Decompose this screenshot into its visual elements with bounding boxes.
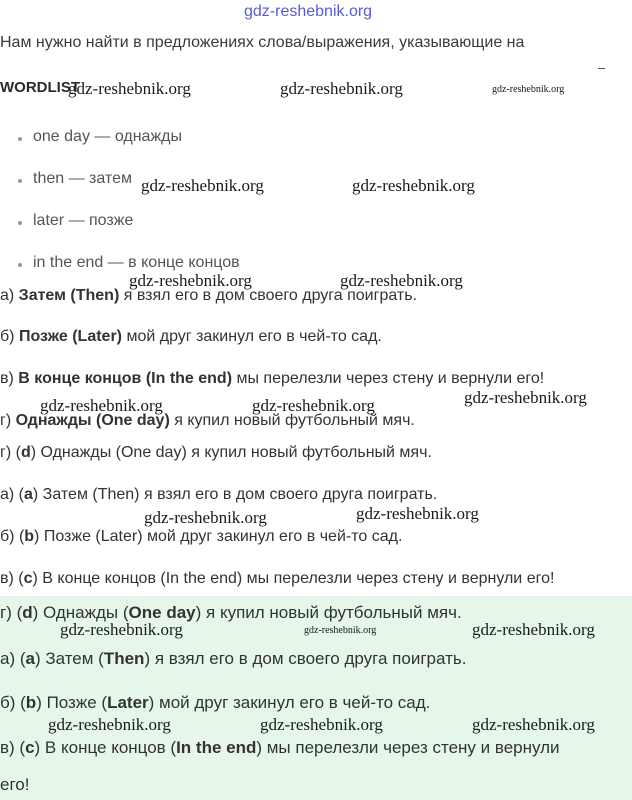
answer-line: а) (a) Затем (Then) я взял его в дом своего друга поиграть.	[0, 649, 467, 668]
watermark: gdz-reshebnik.org	[492, 84, 565, 95]
watermark: gdz-reshebnik.org	[129, 271, 252, 290]
answer-line: б) (b) Позже (Later) мой друг закинул его в чей-то сад.	[0, 693, 431, 712]
watermark: gdz-reshebnik.org	[280, 79, 403, 98]
watermark: gdz-reshebnik.org	[144, 508, 267, 527]
watermark: gdz-reshebnik.org	[252, 396, 375, 415]
watermark: gdz-reshebnik.org	[464, 388, 587, 407]
watermark: gdz-reshebnik.org	[48, 715, 171, 734]
answer-line: в) В конце концов (In the end) мы перелезли через стену и вернули его!	[0, 370, 545, 387]
answer-line: г) (d) Однажды (One day) я купил новый футбольный мяч.	[0, 603, 462, 622]
answer-line: б) (b) Позже (Later) мой друг закинул его в чей-то сад.	[0, 528, 403, 545]
watermark: gdz-reshebnik.org	[356, 504, 479, 523]
bullet-icon	[18, 179, 22, 183]
watermark: gdz-reshebnik.org	[472, 715, 595, 734]
answer-line: его!	[0, 775, 30, 794]
answer-line: б) Позже (Later) мой друг закинул его в чей-то сад.	[0, 328, 382, 345]
wordlist-item: in the end — в конце концов	[33, 254, 240, 271]
bullet-icon	[18, 137, 22, 141]
answer-line: а) (a) Затем (Then) я взял его в дом своего друга поиграть.	[0, 486, 438, 503]
answer-line: в) (c) В конце концов (In the end) мы перелезли через стену и вернули	[0, 738, 560, 757]
answer-line: г) Однажды (One day) я купил новый футбольный мяч.	[0, 412, 415, 429]
answer-line: г) (d) Однажды (One day) я купил новый футбольный мяч.	[0, 444, 432, 461]
watermark: gdz-reshebnik.org	[60, 620, 183, 639]
watermark: gdz-reshebnik.org	[68, 79, 191, 98]
watermark: gdz-reshebnik.org	[352, 176, 475, 195]
watermark: gdz-reshebnik.org	[260, 715, 383, 734]
watermark: gdz-reshebnik.org	[340, 271, 463, 290]
wordlist-label: WORDLIST	[0, 79, 80, 96]
divider	[598, 68, 605, 69]
watermark: gdz-reshebnik.org	[244, 3, 373, 20]
wordlist-item: later — позже	[33, 212, 134, 229]
bullet-icon	[18, 263, 22, 267]
watermark: gdz-reshebnik.org	[40, 396, 163, 415]
watermark: gdz-reshebnik.org	[304, 625, 377, 636]
bullet-icon	[18, 221, 22, 225]
wordlist-item: one day — однажды	[33, 128, 182, 145]
watermark: gdz-reshebnik.org	[472, 620, 595, 639]
answer-line: в) (c) В конце концов (In the end) мы перелезли через стену и вернули его!	[0, 570, 555, 587]
intro-text: Нам нужно найти в предложениях слова/выражения, указывающие на	[0, 34, 525, 51]
answer-line: а) Затем (Then) я взял его в дом своего друга поиграть.	[0, 287, 418, 304]
wordlist-item: then — затем	[33, 170, 132, 187]
watermark: gdz-reshebnik.org	[141, 176, 264, 195]
